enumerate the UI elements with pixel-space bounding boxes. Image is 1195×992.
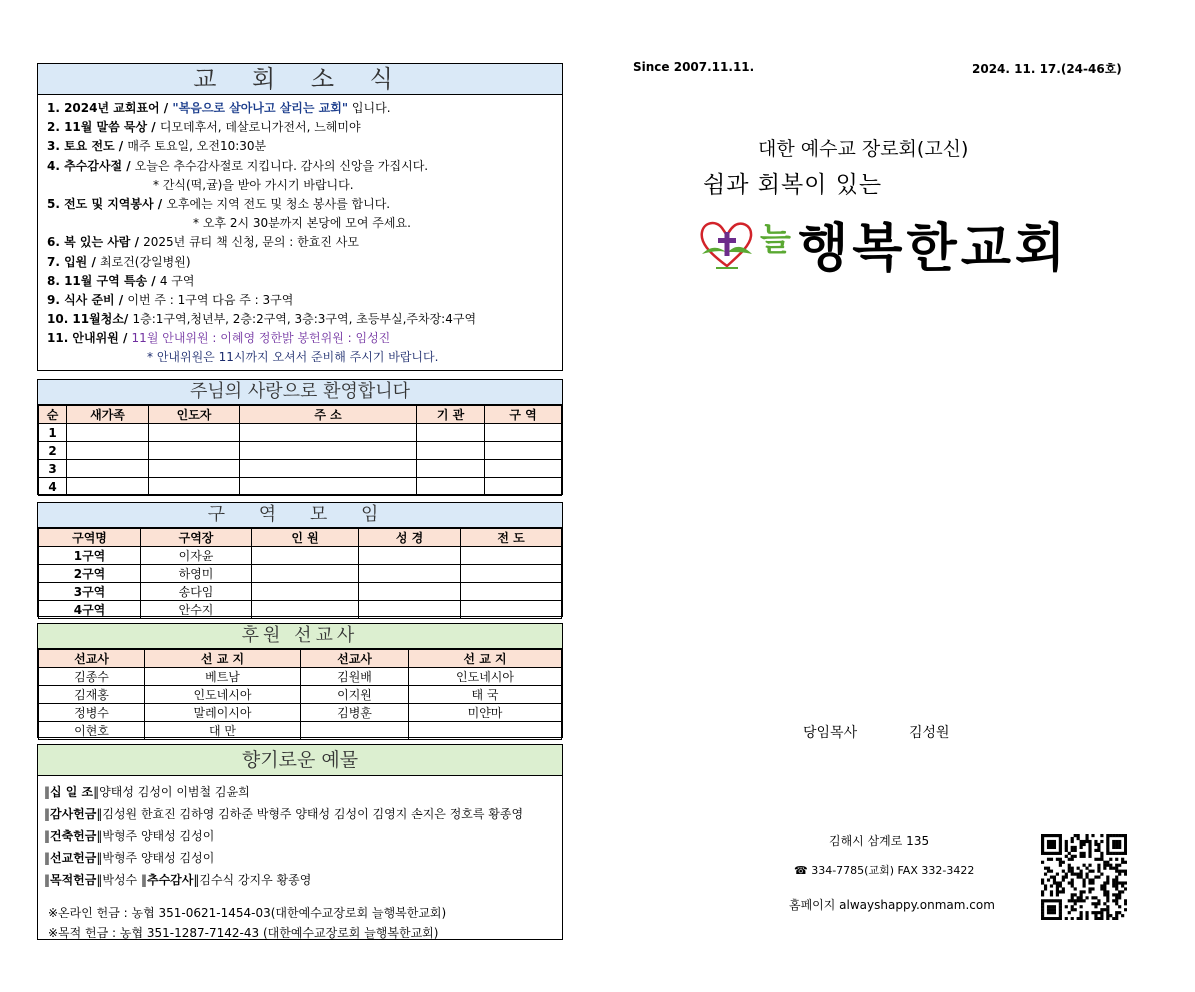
missionary-name: 김원배 <box>301 668 409 686</box>
church-homepage: 홈페이지 alwayshappy.onmam.com <box>789 898 995 912</box>
news-item-label: 2. 11월 말씀 묵상 / <box>47 120 160 135</box>
cell-col-header: 구역장 <box>141 529 252 547</box>
table-row <box>39 722 562 740</box>
news-item-text: 2025년 큐티 책 신청, 문의 : 한효진 사모 <box>143 235 359 250</box>
empty-cell <box>240 424 417 442</box>
church-news-box <box>37 63 563 371</box>
denomination: 대한 예수교 장로회(고신) <box>758 138 969 160</box>
news-item <box>47 99 562 118</box>
news-note: * 오후 2시 30분까지 본당에 모여 주세요. <box>193 216 411 231</box>
missionary-col-header: 선 교 지 <box>145 650 301 668</box>
offering-type: 선교헌금 <box>50 851 97 865</box>
mission-field: 인도네시아 <box>145 686 301 704</box>
news-item-text: 최로건(강일병원) <box>100 254 191 269</box>
cell-col-header: 전 도 <box>461 529 562 547</box>
mission-field: 베트남 <box>145 668 301 686</box>
welcome-col-header: 주 소 <box>240 406 417 424</box>
bank-account: ※목적 헌금 : 농협 351-1287-7142-43 (대한예수교장로회 늘행복한교회) <box>48 926 439 940</box>
empty-cell <box>485 478 562 496</box>
offering-names: 박형주 양태성 김성이 <box>102 829 215 843</box>
welcome-row-number: 1 <box>39 424 67 442</box>
welcome-col-header: 새가족 <box>67 406 149 424</box>
table-row <box>39 583 562 601</box>
news-item <box>47 195 562 214</box>
bank-account: ※온라인 헌금 : 농협 351-0621-1454-03(대한예수교장로회 늘행복한교회) <box>48 906 447 920</box>
offering-line: ‖건축헌금‖박형주 양태성 김성이 <box>44 829 215 843</box>
offering-list <box>38 776 562 943</box>
welcome-col-header: 구 역 <box>485 406 562 424</box>
welcome-col-header: 인도자 <box>149 406 240 424</box>
welcome-row-number: 3 <box>39 460 67 478</box>
church-address: 김해시 삼계로 135 <box>829 834 930 848</box>
news-item-label: 3. 토요 전도 / <box>47 139 128 154</box>
empty-cell <box>461 601 562 619</box>
offering-names: 양태성 김성이 이범철 김윤희 <box>99 785 250 799</box>
mission-field: 미얀마 <box>409 704 562 722</box>
news-item <box>47 253 562 272</box>
offering-line: ‖목적헌금‖박성수 ‖추수감사‖김수식 강지우 황종영 <box>44 873 312 887</box>
news-item <box>47 137 562 156</box>
news-note: * 안내위원은 11시까지 오셔서 준비해 주시기 바랍니다. <box>147 350 439 365</box>
logo-small-text: 늘 <box>760 220 791 258</box>
mission-field: 대 만 <box>145 722 301 740</box>
offering-line: ‖십 일 조‖양태성 김성이 이범철 김윤희 <box>44 785 250 799</box>
empty-cell <box>67 478 149 496</box>
empty-cell <box>240 478 417 496</box>
mission-field: 인도네시아 <box>409 668 562 686</box>
news-item-label: 10. 11월청소/ <box>47 312 133 327</box>
empty-cell <box>461 547 562 565</box>
table-row <box>39 547 562 565</box>
missionary-name: 김재홍 <box>39 686 145 704</box>
news-item-label: 1. 2024년 교회표어 / <box>47 101 173 115</box>
empty-cell <box>417 442 485 460</box>
missionary-col-header: 선교사 <box>39 650 145 668</box>
empty-cell <box>252 583 359 601</box>
news-item-label: 4. 추수감사절 / <box>47 158 135 173</box>
offering-type: 추수감사 <box>146 873 194 887</box>
offering-names: 김성원 한효진 김하영 김하준 박형주 양태성 김성이 김영지 손지은 정호륵 황종영 <box>102 807 524 821</box>
news-item-text: 오후에는 지역 전도 및 청소 봉사를 합니다. <box>166 196 391 211</box>
offering-line: ‖감사헌금‖김성원 한효진 김하영 김하준 박형주 양태성 김성이 김영지 손지은 정호륵 황종영 <box>44 807 524 821</box>
cell-meeting-title: 구 역 모 임 <box>38 503 562 528</box>
news-item <box>47 329 562 348</box>
news-item-label: 8. 11월 구역 특송 / <box>47 273 160 288</box>
missionary-name: 김종수 <box>39 668 145 686</box>
church-phone: ☎ 334-7785(교회) FAX 332-3422 <box>794 864 975 877</box>
offering-type: 건축헌금 <box>50 829 97 843</box>
news-item-text: 디모데후서, 데살로니가전서, 느헤미야 <box>159 120 361 135</box>
missionary-name: 정병수 <box>39 704 145 722</box>
empty-cell <box>461 583 562 601</box>
cell-meeting-table <box>38 528 562 619</box>
missionary-col-header: 선 교 지 <box>409 650 562 668</box>
mission-field: 말레이시아 <box>145 704 301 722</box>
cell-name: 4구역 <box>39 601 141 619</box>
cell-col-header: 인 원 <box>252 529 359 547</box>
slogan: 쉼과 회복이 있는 <box>703 172 883 198</box>
church-news-title: 교 회 소 식 <box>38 64 562 95</box>
cell-leader: 안수지 <box>141 601 252 619</box>
missionaries-title: 후원 선교사 <box>38 624 562 649</box>
news-item <box>47 310 562 329</box>
issue-date: 2024. 11. 17.(24-46호) <box>972 62 1122 76</box>
welcome-table <box>38 405 562 496</box>
news-item-text: 1층:1구역,청년부, 2층:2구역, 3층:3구역, 초등부실,주차장:4구역 <box>132 312 477 327</box>
offering-type: 목적헌금 <box>50 873 97 887</box>
table-row <box>39 442 562 460</box>
missionaries-box <box>37 623 563 738</box>
cell-name: 2구역 <box>39 565 141 583</box>
empty-cell <box>240 460 417 478</box>
news-item <box>47 348 562 367</box>
news-item <box>47 233 562 252</box>
cell-leader: 하영미 <box>141 565 252 583</box>
news-item-label: 9. 식사 준비 / <box>47 292 128 307</box>
offering-box <box>37 744 563 940</box>
missionary-name <box>301 722 409 740</box>
news-item-label: 6. 복 있는 사람 / <box>47 235 144 250</box>
offering-type: 십 일 조 <box>50 785 94 799</box>
welcome-row-number: 4 <box>39 478 67 496</box>
cell-meeting-box <box>37 502 563 617</box>
table-row <box>39 668 562 686</box>
cell-leader: 송다임 <box>141 583 252 601</box>
offering-title: 향기로운 예물 <box>38 745 562 776</box>
welcome-box <box>37 379 563 495</box>
church-news-list <box>38 95 562 368</box>
empty-cell <box>417 460 485 478</box>
empty-cell <box>149 460 240 478</box>
empty-cell <box>252 601 359 619</box>
news-item-text: 이번 주 : 1구역 다음 주 : 3구역 <box>127 292 294 307</box>
empty-cell <box>417 424 485 442</box>
news-item-text: 오늘은 추수감사절로 지킵니다. 감사의 신앙을 가집시다. <box>134 158 429 173</box>
table-row <box>39 460 562 478</box>
table-row <box>39 601 562 619</box>
missionary-col-header: 선교사 <box>301 650 409 668</box>
empty-cell <box>149 442 240 460</box>
since-date: Since 2007.11.11. <box>633 60 755 74</box>
empty-cell <box>67 442 149 460</box>
news-item-label: 5. 전도 및 지역봉사 / <box>47 196 167 211</box>
news-item <box>47 272 562 291</box>
cell-col-header: 구역명 <box>39 529 141 547</box>
news-item-text: 매주 토요일, 오전10:30분 <box>127 139 267 154</box>
news-item-suffix: 입니다. <box>348 101 391 115</box>
empty-cell <box>485 442 562 460</box>
offering-line: ‖선교헌금‖박형주 양태성 김성이 <box>44 851 215 865</box>
cell-name: 3구역 <box>39 583 141 601</box>
offering-names: 박형주 양태성 김성이 <box>102 851 215 865</box>
table-row <box>39 565 562 583</box>
qr-code-icon <box>1041 834 1127 920</box>
empty-cell <box>252 565 359 583</box>
empty-cell <box>359 583 461 601</box>
cell-name: 1구역 <box>39 547 141 565</box>
cell-col-header: 성 경 <box>359 529 461 547</box>
empty-cell <box>485 460 562 478</box>
mission-field: 태 국 <box>409 686 562 704</box>
missionaries-table <box>38 649 562 740</box>
news-item-text: "복음으로 살아나고 살리는 교회" <box>172 101 349 115</box>
news-item <box>47 176 562 195</box>
empty-cell <box>417 478 485 496</box>
table-row <box>39 424 562 442</box>
empty-cell <box>359 547 461 565</box>
news-item <box>47 118 562 137</box>
welcome-row-number: 2 <box>39 442 67 460</box>
empty-cell <box>252 547 359 565</box>
table-row <box>39 478 562 496</box>
missionary-name: 이현호 <box>39 722 145 740</box>
empty-cell <box>240 442 417 460</box>
offering-names: 김수식 강지우 황종영 <box>199 873 312 887</box>
table-row <box>39 704 562 722</box>
empty-cell <box>485 424 562 442</box>
empty-cell <box>359 565 461 583</box>
news-note: * 간식(떡,귤)을 받아 가시기 바랍니다. <box>153 177 354 192</box>
empty-cell <box>149 424 240 442</box>
pastor-name: 김성원 <box>909 725 950 741</box>
empty-cell <box>67 460 149 478</box>
offering-type: 감사헌금 <box>50 807 97 821</box>
cell-leader: 이자윤 <box>141 547 252 565</box>
offering-names: 박성수 <box>102 873 138 887</box>
news-item <box>47 214 562 233</box>
empty-cell <box>359 601 461 619</box>
welcome-col-header: 순 <box>39 406 67 424</box>
welcome-col-header: 기 관 <box>417 406 485 424</box>
empty-cell <box>67 424 149 442</box>
news-item-text: 4 구역 <box>159 273 195 288</box>
pastor-label: 당임목사 <box>803 725 858 741</box>
missionary-name: 이지원 <box>301 686 409 704</box>
welcome-title: 주님의 사랑으로 환영합니다 <box>38 380 562 405</box>
news-item-text: 11월 안내위원 : 이혜영 정한밝 봉헌위원 : 임성진 <box>131 331 391 346</box>
church-logo-icon <box>698 212 756 274</box>
news-item-label: 7. 입원 / <box>47 254 101 269</box>
news-item <box>47 291 562 310</box>
church-name: 행복한교회 <box>798 219 1070 279</box>
news-item <box>47 157 562 176</box>
mission-field <box>409 722 562 740</box>
empty-cell <box>461 565 562 583</box>
news-item-label: 11. 안내위원 / <box>47 331 132 346</box>
missionary-name: 김병훈 <box>301 704 409 722</box>
empty-cell <box>149 478 240 496</box>
table-row <box>39 686 562 704</box>
